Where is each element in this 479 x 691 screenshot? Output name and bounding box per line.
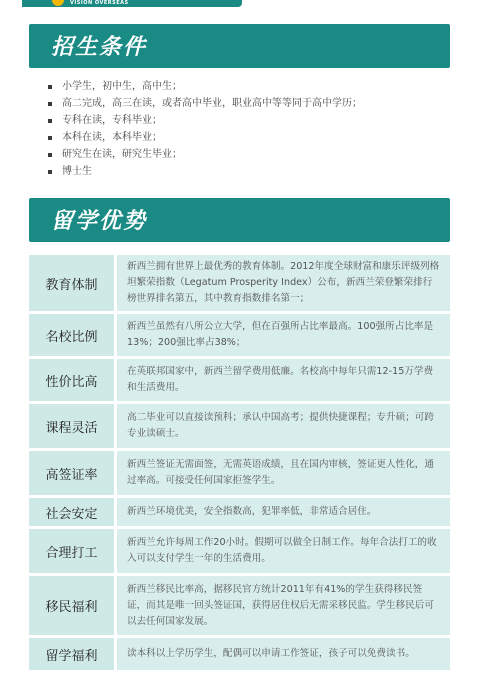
logo-text: VISION OVERSEAS — [70, 0, 129, 6]
row-label: 高签证率 — [29, 451, 114, 495]
row-text: 新西兰移民比率高，据移民官方统计2011年有41%的学生获得移民签证，而其是唯一回头签证国，获得居住权后无需采移民监。学生移民后可以去任何国家发展。 — [117, 576, 450, 635]
section-banner-advantages — [29, 198, 450, 242]
row-label: 合理打工 — [29, 529, 114, 573]
row-label: 留学福利 — [29, 638, 114, 670]
table-row — [29, 576, 450, 635]
list-item: 博士生 — [48, 163, 448, 180]
section-banner-admission — [29, 24, 450, 68]
table-row — [29, 255, 450, 311]
row-text: 读本科以上学历学生，配偶可以申请工作签证，孩子可以免费读书。 — [117, 638, 450, 670]
table-row — [29, 638, 450, 670]
row-label: 课程灵活 — [29, 404, 114, 448]
table-row — [29, 451, 450, 495]
table-row — [29, 314, 450, 356]
list-item: 研究生在读，研究生毕业； — [48, 146, 448, 163]
advantages-table — [29, 255, 450, 673]
row-label: 性价比高 — [29, 359, 114, 401]
list-item: 本科在读，本科毕业； — [48, 129, 448, 146]
table-row — [29, 498, 450, 526]
table-row — [29, 404, 450, 448]
row-text: 高二毕业可以直接读预科；承认中国高考；提供快捷课程；专升硕；可跨专业读硕士。 — [117, 404, 450, 448]
section-title-advantages: 留学优势 — [51, 209, 148, 234]
table-row — [29, 359, 450, 401]
row-text: 新西兰签证无需面签，无需英语成绩，且在国内审核，签证更人性化，通过率高。可接受任何国家拒签学生。 — [117, 451, 450, 495]
row-label: 社会安定 — [29, 498, 114, 526]
row-text: 新西兰拥有世界上最优秀的教育体制。2012年度全球财富和康乐评级列格坦繁荣指数（Legatum Prosperity Index）公布，新西兰荣登繁荣排行榜世界排名第五，其中教育指数排名第一； — [117, 255, 450, 311]
row-label: 名校比例 — [29, 314, 114, 356]
row-text: 新西兰环境优美，安全指数高，犯罪率低，非常适合居住。 — [117, 498, 450, 526]
logo-icon — [52, 0, 64, 6]
row-label: 移民福利 — [29, 576, 114, 635]
logo-bar — [22, 0, 242, 7]
row-label: 教育体制 — [29, 255, 114, 311]
list-item: 小学生，初中生，高中生； — [48, 78, 448, 95]
table-row — [29, 529, 450, 573]
list-item: 高二完成，高三在读，或者高中毕业，职业高中等等同于高中学历； — [48, 95, 448, 112]
list-item: 专科在读，专科毕业； — [48, 112, 448, 129]
admission-requirements-list — [48, 78, 448, 180]
row-text: 新西兰允许每周工作20小时。假期可以做全日制工作。每年合法打工的收入可以支付学生一年的生活费用。 — [117, 529, 450, 573]
section-title-admission: 招生条件 — [51, 35, 148, 60]
row-text: 新西兰虽然有八所公立大学，但在百强所占比率最高。100强所占比率是13%；200强比率占38%； — [117, 314, 450, 356]
row-text: 在英联邦国家中，新西兰留学费用低廉。名校高中每年只需12-15万学费和生活费用。 — [117, 359, 450, 401]
